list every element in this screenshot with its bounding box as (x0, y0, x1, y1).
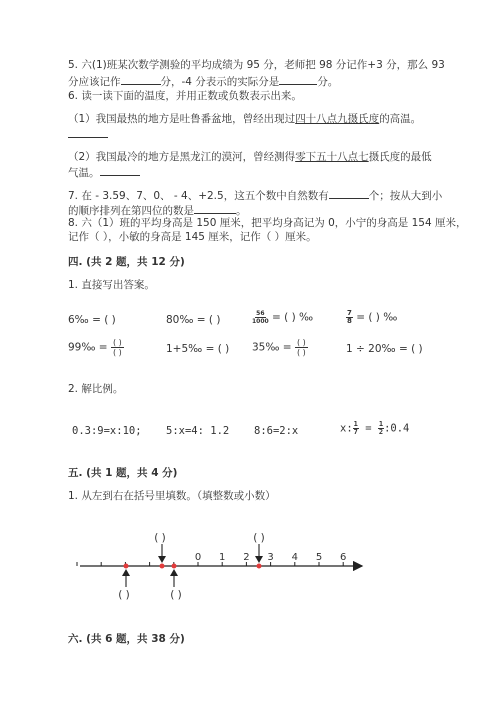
q5-line1: 5. 六(1)班某次数学测验的平均成绩为 95 分，老师把 98 分记作+3 分，那么 93 (68, 59, 445, 71)
q6-title: 6. 读一读下面的温度，并用正数或负数表示出来。 (68, 90, 302, 102)
up-arrow-c-head (170, 569, 178, 576)
q7-line2: 的顺序排列在第四位的数是 。 (68, 205, 247, 217)
number-line-tick-label: 6 (340, 552, 347, 563)
section-4-title: 四. (共 2 题，共 12 分) (68, 256, 185, 268)
q6-sub2-line2: 气温。 (68, 165, 140, 180)
number-line-tick-label: 1 (219, 552, 226, 563)
calc-r2c3: 35‰ = ( ) ( ) (252, 338, 306, 357)
proportion-1: 0.3:9=x:10; (72, 425, 142, 437)
q8-line2: 记作（ ），小敏的身高是 145 厘米，记作（ ）厘米。 (68, 231, 317, 243)
calc-r2c1: 99‰ = ( ) ( ) (68, 338, 122, 357)
answer-blank[interactable] (279, 74, 317, 85)
number-line-tick-label: 3 (267, 552, 274, 563)
proportion-3: 8:6=2:x (254, 425, 299, 437)
q7-line1: 7. 在 - 3.59、7、0、 - 4、+2.5，这五个数中自然数有 个；按从大到小 (68, 190, 443, 202)
point-c-marker (172, 564, 177, 569)
proportion-4: x: $\frac{1}{7}$ = $\frac{1}{2}$ :0.4 (340, 420, 410, 436)
point-a-marker (124, 564, 129, 569)
answer-blank[interactable] (329, 188, 369, 199)
answer-blank[interactable] (194, 203, 236, 214)
number-line-ticks (77, 562, 343, 566)
point-b-marker (160, 564, 165, 569)
q8-line1: 8. 六（1）班的平均身高是 150 厘米，把平均身高记为 0，小宁的身高是 154 厘米， (68, 217, 467, 229)
number-line-tick-label: 5 (315, 552, 323, 563)
down-arrow-b-head (158, 556, 166, 563)
sec5-q1: 1. 从左到右在括号里填数。（填整数或小数） (68, 490, 276, 502)
number-line-tick-label: 2 (243, 552, 250, 563)
answer-blank[interactable] (100, 165, 140, 176)
q6-sub1: （1）我国最热的地方是吐鲁番盆地，曾经出现过四十八点九摄氏度的高温。 (68, 113, 422, 125)
calc-r2c4: 1 ÷ 20‰ = ( ) (346, 343, 423, 355)
answer-blank[interactable] (121, 74, 161, 85)
number-line-tick-label: 0 (194, 552, 202, 563)
calc-r1c3: $\frac{56}{1000}$ = ( ) ‰ (252, 310, 314, 325)
calc-r1c2: 80‰ = ( ) (166, 314, 221, 326)
paren-top-2: ( ) (253, 532, 265, 544)
number-line-tick-label: 4 (291, 552, 298, 563)
calc-r2c2: 1+5‰ = ( ) (166, 343, 230, 355)
proportion-2: 5:x=4: 1.2 (166, 425, 230, 437)
calc-r1c4: $\frac{7}{8}$ = ( ) ‰ (347, 309, 398, 325)
section-5-title: 五. (共 1 题，共 4 分) (68, 467, 178, 479)
point-d-marker (257, 564, 262, 569)
number-line-tick-labels (195, 552, 347, 563)
sec4-q2: 2. 解比例。 (68, 383, 124, 395)
sec4-q1: 1. 直接写出答案。 (68, 279, 155, 291)
paren-bottom-2: ( ) (170, 589, 182, 601)
paren-top-1: ( ) (154, 532, 166, 544)
section-6-title: 六. (共 6 题，共 38 分) (68, 633, 185, 645)
q6-sub1-blank (68, 127, 108, 142)
q5-line2: 分应该记作 分，-4 分表示的实际分是 分。 (68, 76, 339, 88)
down-arrow-d-head (255, 556, 263, 563)
calc-r1c1: 6‰ = ( ) (68, 314, 116, 326)
q6-sub2: （2）我国最冷的地方是黑龙江的漠河，曾经测得零下五十八点七摄氏度的最低 (68, 151, 432, 163)
answer-blank[interactable] (68, 127, 108, 138)
up-arrow-a-head (122, 569, 130, 576)
paren-bottom-1: ( ) (118, 589, 130, 601)
